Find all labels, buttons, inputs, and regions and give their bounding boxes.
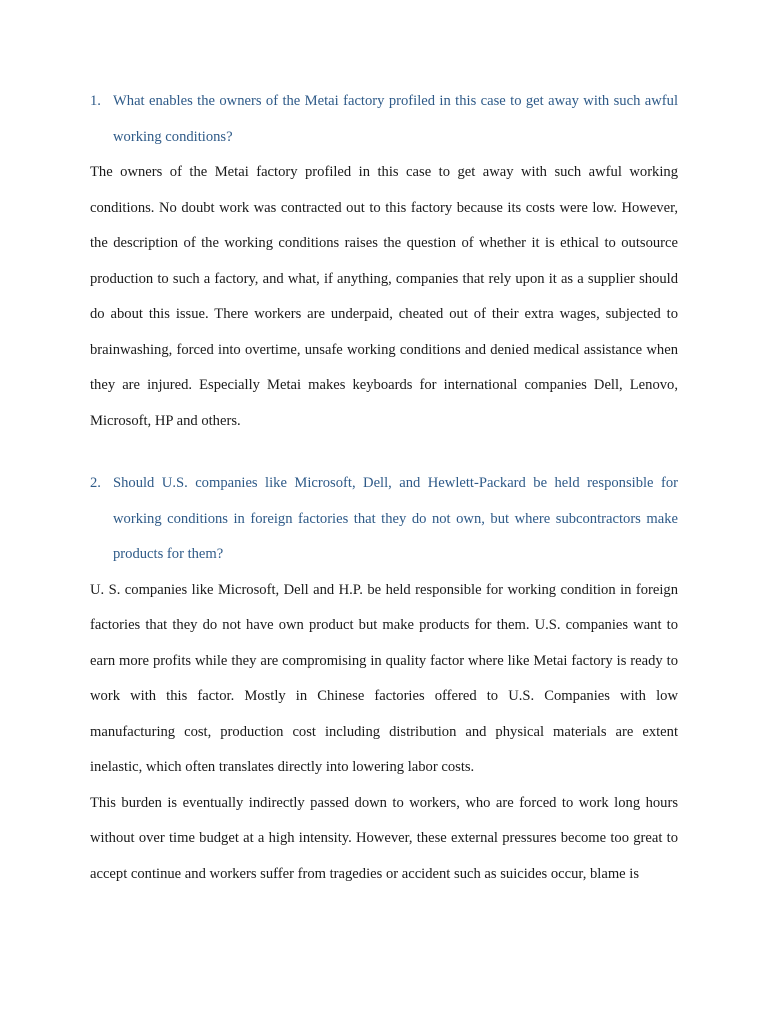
question-number: 2. [90,475,101,491]
question-text: What enables the owners of the Metai factory profiled in this case to get away with such awful working conditions? [113,93,678,145]
question-text: Should U.S. companies like Microsoft, Dell, and Hewlett-Packard be held responsible for working conditions in foreign factories that they do not own, but where subcontractors make products for them? [113,475,678,562]
question-number: 1. [90,93,101,109]
question-2 [90,466,678,573]
answer-2-paragraph-2: This burden is eventually indirectly passed down to workers, who are forced to work long hours without over time budget at a high intensity. However, these external pressures become too great to accept continue and workers suffer from tragedies or accident such as suicides occur, blame is [90,794,678,882]
question-1 [90,84,678,155]
document-page [90,84,678,892]
answer-2-paragraph-1: U. S. companies like Microsoft, Dell and H.P. be held responsible for working condition in foreign factories that they do not have own product but make products for them. U.S. companies want to earn more profits while they are compromising in quality factor where like Metai factory is ready to work with this factor. Mostly in Chinese factories offered to U.S. Companies with low manufacturing cost, production cost including distribution and physical materials are extent inelastic, which often translates directly into lowering labor costs. [90,581,678,775]
section-spacer [90,439,678,466]
answer-1-paragraph: The owners of the Metai factory profiled in this case to get away with such awful working conditions. No doubt work was contracted out to this factory because its costs were low. However, the description of the working conditions raises the question of whether it is ethical to outsource production to such a factory, and what, if anything, companies that rely upon it as a supplier should do about this issue. There workers are underpaid, cheated out of their extra wages, subjected to brainwashing, forced into overtime, unsafe working conditions and denied medical assistance when they are injured. Especially Metai makes keyboards for international companies Dell, Lenovo, Microsoft, HP and others. [90,164,678,429]
